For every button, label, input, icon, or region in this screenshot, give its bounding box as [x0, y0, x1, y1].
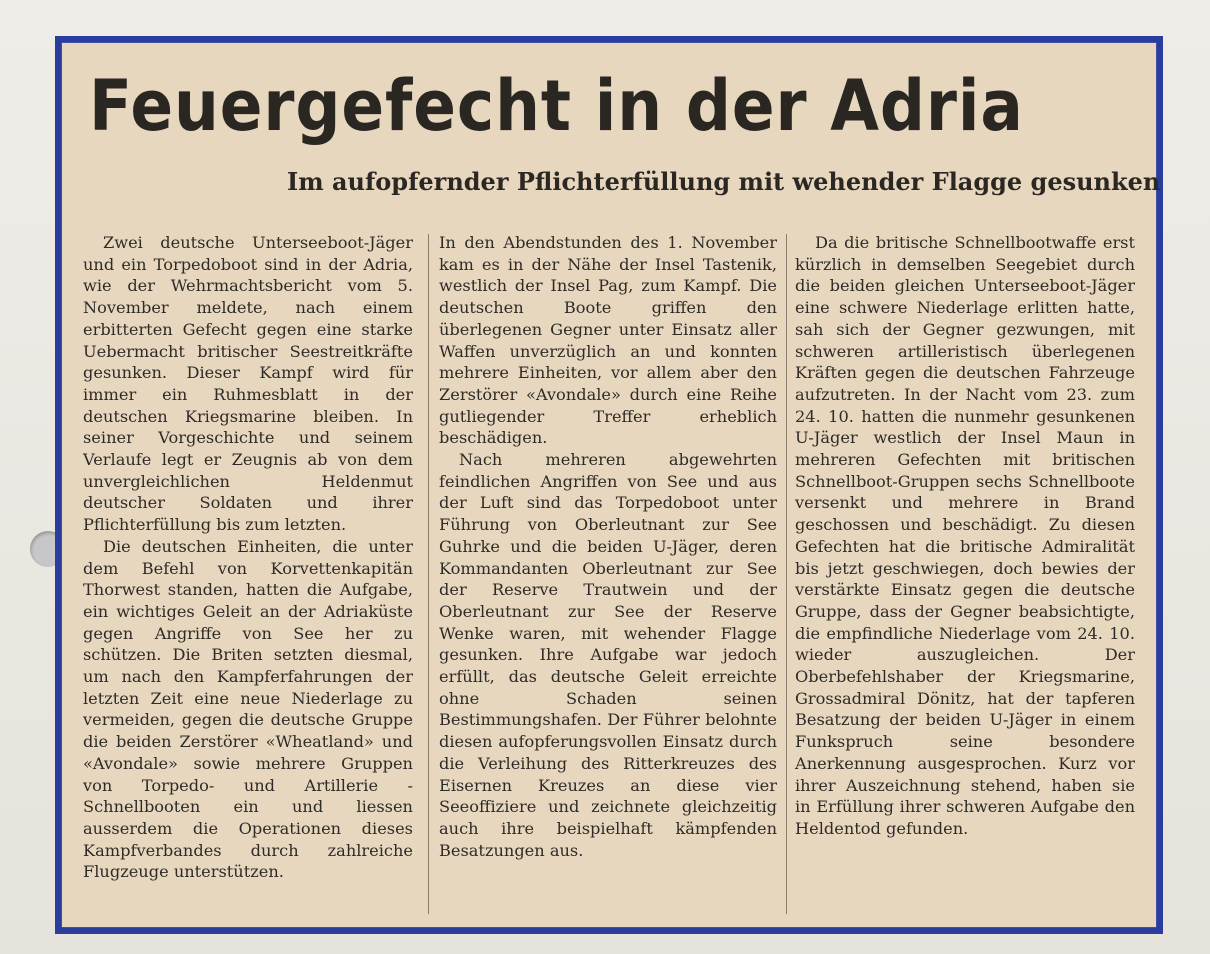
article-column-3 [795, 232, 1135, 840]
paragraph: Da die britische Schnellbootwaffe erst kürzlich in demselben Seegebiet durch die beiden gleichen Unterseeboot-Jäger eine schwere Niederlage erlitten hatte, sah sich der Gegner gezwungen, mit schweren artilleristisch überlegenen Kräften gegen die deutschen Fahrzeuge aufzutreten. In der Nacht vom 23. zum 24. 10. hatten die nunmehr gesunkenen U-Jäger westlich der Insel Maun in mehreren Gefechten mit britischen Schnellboot-Gruppen sechs Schnellboote versenkt und mehrere in Brand geschossen und beschädigt. Zu diesen Gefechten hat die britische Admiralität bis jetzt geschwiegen, doch bewies der verstärkte Einsatz gegen die deutsche Gruppe, dass der Gegner beabsichtigte, die empfindliche Niederlage vom 24. 10. wieder auszugleichen. Der Oberbefehlshaber der Kriegsmarine, Grossadmiral Dönitz, hat der tapferen Besatzung der beiden U-Jäger in einem Funkspruch seine besondere Anerkennung ausgesprochen. Kurz vor ihrer Auszeichnung stehend, haben sie in Erfüllung ihrer schweren Aufgabe den Heldentod gefunden. [795, 233, 1135, 838]
column-divider [428, 234, 429, 914]
article-column-2 [439, 232, 777, 861]
paragraph: Nach mehreren abgewehrten feindlichen Angriffen von See und aus der Luft sind das Torpedoboot unter Führung von Oberleutnant zur See Guhrke und die beiden U-Jäger, deren Kommandanten Oberleutnant zur See der Reserve Trautwein und der Oberleutnant zur See der Reserve Wenke waren, mit wehender Flagge gesunken. Ihre Aufgabe war jedoch erfüllt, das deutsche Geleit erreichte ohne Schaden seinen Bestimmungshafen. Der Führer belohnte diesen aufopferungsvollen Einsatz durch die Verleihung des Ritterkreuzes des Eisernen Kreuzes an diese vier Seeoffiziere und zeichnete gleichzeitig auch ihre beispielhaft kämpfenden Besatzungen aus. [439, 450, 777, 860]
paragraph: In den Abendstunden des 1. November kam es in der Nähe der Insel Tastenik, westlich der Insel Pag, zum Kampf. Die deutschen Boote griffen den überlegenen Gegner unter Einsatz aller Waffen unverzüglich an und konnten mehrere Einheiten, vor allem aber den Zerstörer «Avondale» durch eine Reihe gutliegender Treffer erheblich beschädigen. [439, 233, 777, 448]
column-divider [786, 234, 787, 914]
paragraph: Zwei deutsche Unterseeboot-Jäger und ein Torpedoboot sind in der Adria, wie der Wehrmachtsbericht vom 5. November meldete, nach einem erbitterten Gefecht gegen eine starke Uebermacht britischer Seestreitkräfte gesunken. Dieser Kampf wird für immer ein Ruhmesblatt in der deutschen Kriegsmarine bleiben. In seiner Vorgeschichte und seinem Verlaufe legt er Zeugnis ab von dem unvergleichlichen Heldenmut deutscher Soldaten und ihrer Pflichterfüllung bis zum letzten. [83, 233, 413, 535]
paragraph: Die deutschen Einheiten, die unter dem Befehl von Korvettenkapitän Thorwest standen, hatten die Aufgabe, ein wichtiges Geleit an der Adriaküste gegen Angriffe von See her zu schützen. Die Briten setzten diesmal, um nach den Kampferfahrungen der letzten Zeit eine neue Niederlage zu vermeiden, gegen die deutsche Gruppe die beiden Zerstörer «Wheatland» und «Avondale» sowie mehrere Gruppen von Torpedo- und Artillerie - Schnellbooten ein und liessen ausserdem die Operationen dieses Kampfverbandes durch zahlreiche Flugzeuge unterstützen. [83, 536, 413, 882]
headline: Feuergefecht in der Adria [89, 65, 1024, 147]
article-column-1 [83, 232, 413, 883]
newspaper-clipping [55, 36, 1163, 934]
subheadline: Im aufopfernder Pflichterfüllung mit wehender Flagge gesunken [287, 167, 1161, 196]
